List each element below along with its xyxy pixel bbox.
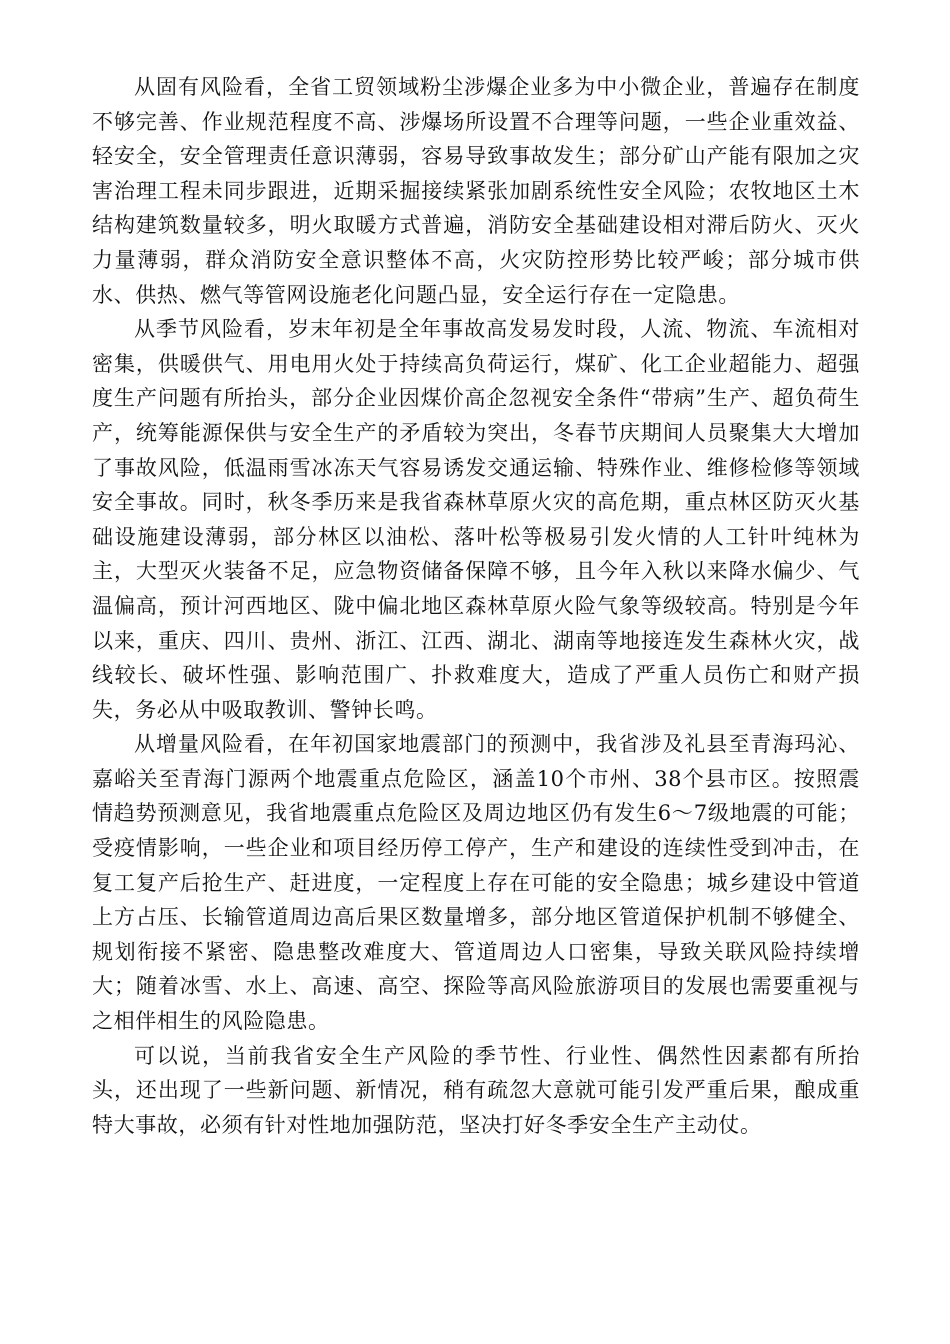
paragraph-incremental-risk: 从增量风险看，在年初国家地震部门的预测中，我省涉及礼县至青海玛沁、嘉峪关至青海门源两个地震重点危险区，涵盖10个市州、38个县市区。按照震情趋势预测意见，我省地震重点危险区及周边地区仍有发生6～7级地震的可能；受疫情影响，一些企业和项目经历停工停产，生产和建设的连续性受到冲击，在复工复产后抢生产、赶进度，一定程度上存在可能的安全隐患；城乡建设中管道上方占压、长输管道周边高后果区数量增多，部分地区管道保护机制不够健全、规划衔接不紧密、隐患整改难度大、管道周边人口密集，导致关联风险持续增大；随着冰雪、水上、高速、高空、探险等高风险旅游项目的发展也需要重视与之相伴相生的风险隐患。: [92, 732, 860, 1034]
paragraph-seasonal-risk: 从季节风险看，岁末年初是全年事故高发易发时段，人流、物流、车流相对密集，供暖供气、用电用火处于持续高负荷运行，煤矿、化工企业超能力、超强度生产问题有所抬头，部分企业因煤价高企忽视安全条件“带病”生产、超负荷生产，统筹能源保供与安全生产的矛盾较为突出，冬春节庆期间人员聚集大大增加了事故风险，低温雨雪冰冻天气容易诱发交通运输、特殊作业、维修检修等领域安全事故。同时，秋冬季历来是我省森林草原火灾的高危期，重点林区防灭火基础设施建设薄弱，部分林区以油松、落叶松等极易引发火情的人工针叶纯林为主，大型灭火装备不足，应急物资储备保障不够，且今年入秋以来降水偏少、气温偏高，预计河西地区、陇中偏北地区森林草原火险气象等级较高。特别是今年以来，重庆、四川、贵州、浙江、江西、湖北、湖南等地接连发生森林火灾，战线较长、破坏性强、影响范围广、扑救难度大，造成了严重人员伤亡和财产损失，务必从中吸取教训、警钟长鸣。: [92, 317, 860, 722]
document-body: [92, 70, 860, 1142]
paragraph-conclusion: 可以说，当前我省安全生产风险的季节性、行业性、偶然性因素都有所抬头，还出现了一些新问题、新情况，稍有疏忽大意就可能引发严重后果，酿成重特大事故，必须有针对性地加强防范，坚决打好冬季安全生产主动仗。: [92, 1043, 860, 1137]
paragraph-inherent-risk: 从固有风险看，全省工贸领域粉尘涉爆企业多为中小微企业，普遍存在制度不够完善、作业规范程度不高、涉爆场所设置不合理等问题，一些企业重效益、轻安全，安全管理责任意识薄弱，容易导致事故发生；部分矿山产能有限加之灾害治理工程未同步跟进，近期采掘接续紧张加剧系统性安全风险；农牧地区土木结构建筑数量较多，明火取暖方式普遍，消防安全基础建设相对滞后防火、灭火力量薄弱，群众消防安全意识整体不高，火灾防控形势比较严峻；部分城市供水、供热、燃气等管网设施老化问题凸显，安全运行存在一定隐患。: [92, 75, 860, 307]
